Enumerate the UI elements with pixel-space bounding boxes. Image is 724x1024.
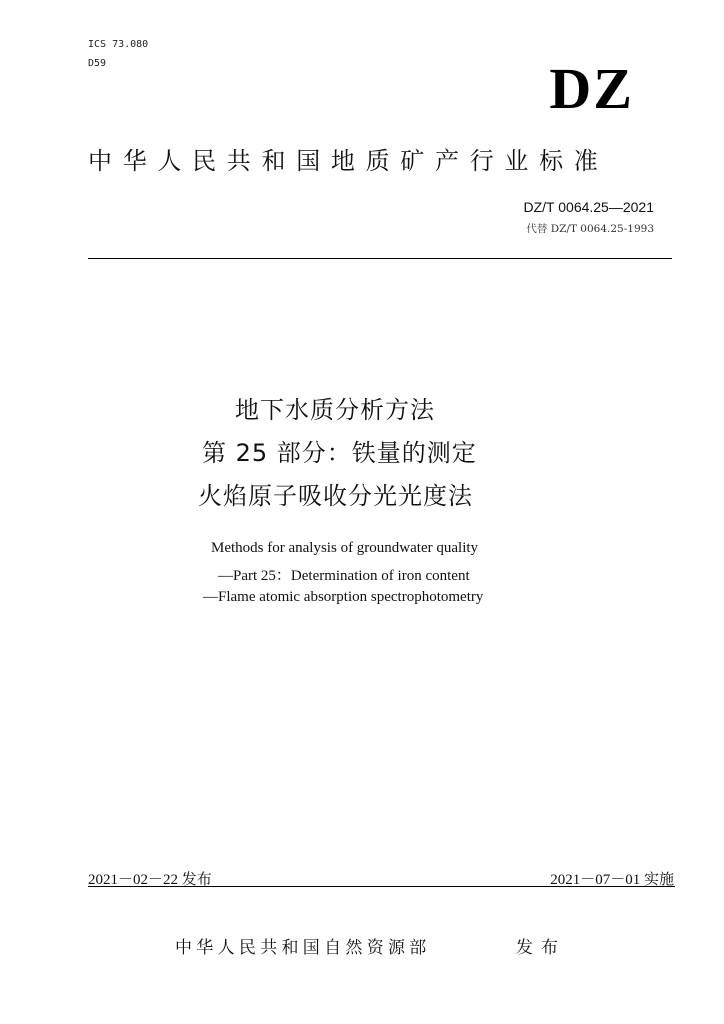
standard-number: DZ/T 0064.25—2021 bbox=[523, 199, 654, 215]
implementation-date: 2021－07－01 实施 bbox=[550, 872, 674, 888]
issuing-authority: 中华人民共和国自然资源部 bbox=[175, 938, 431, 958]
ics-code: ICS 73.080 bbox=[88, 39, 149, 50]
classification-code: D59 bbox=[88, 58, 107, 69]
issue-date: 2021－02－22 发布 bbox=[88, 872, 212, 888]
replaces-standard: 代替 DZ/T 0064.25-1993 bbox=[526, 223, 654, 235]
footer-divider bbox=[88, 886, 675, 887]
publish-label: 发布 bbox=[516, 938, 566, 958]
title-en-line-2: —Part 25：Determination of iron content bbox=[218, 568, 470, 584]
title-en-line-1: Methods for analysis of groundwater quality bbox=[211, 540, 479, 556]
title-cn-line-3: 火焰原子吸收分光光度法 bbox=[198, 482, 473, 510]
title-cn-line-2: 第 25 部分：铁量的测定 bbox=[202, 439, 477, 467]
title-en-line-3: —Flame atomic absorption spectrophotometry bbox=[203, 589, 484, 605]
dz-logo: DZ bbox=[549, 56, 634, 121]
title-cn-line-1: 地下水质分析方法 bbox=[235, 396, 435, 424]
standard-kind-title: 中华人民共和国地质矿产行业标准 bbox=[88, 147, 609, 175]
header-divider bbox=[88, 258, 672, 259]
